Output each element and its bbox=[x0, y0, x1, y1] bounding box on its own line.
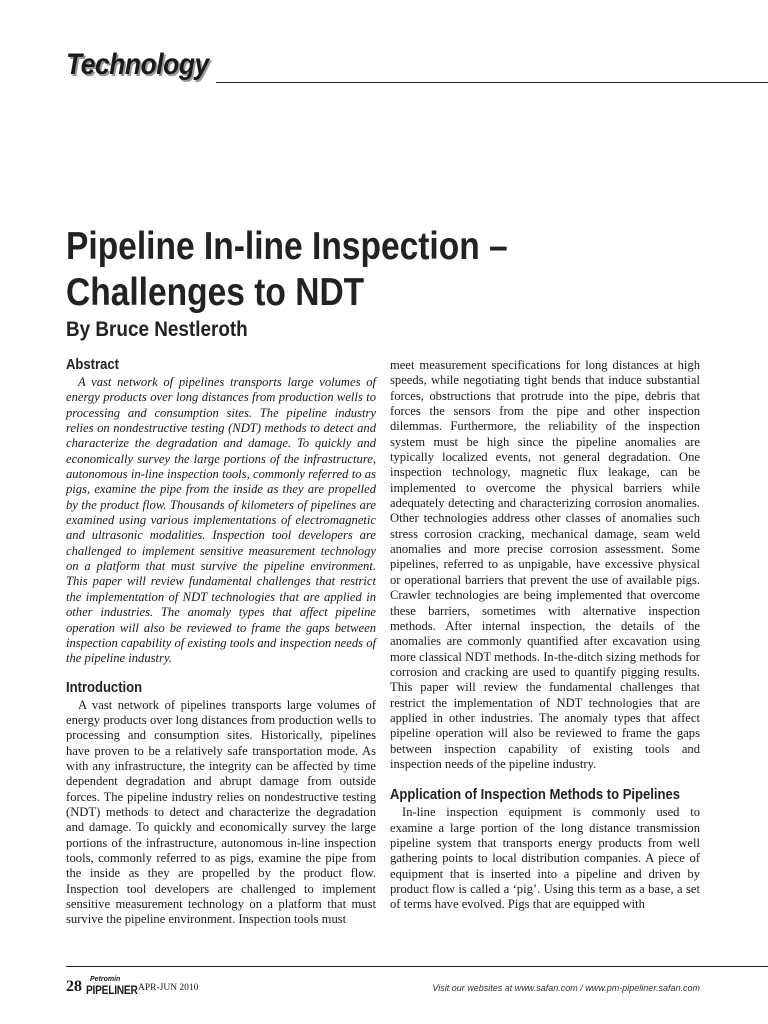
issue-date: APR-JUN 2010 bbox=[138, 983, 199, 993]
page-number: 28 bbox=[66, 978, 82, 995]
application-heading: Application of Inspection Methods to Pipelines bbox=[390, 787, 681, 804]
publication-logo bbox=[86, 976, 138, 998]
title-line-2: Challenges to NDT bbox=[66, 271, 365, 314]
article-title bbox=[66, 224, 651, 316]
logo-top-text: Petromin bbox=[90, 976, 121, 983]
abstract-text: A vast network of pipelines transports large volumes of energy products over long distances from production wells to processing and consumption sites. The pipeline industry relies on nondestructive testing (NDT) methods to detect and characterize the degradation and damage. To quickly and economically survey the large portions of the infrastructure, autonomous in-line inspection tools, commonly referred to as pigs, examine the pipe from the inside as they are propelled by the product flow. Thousands of kilometers of pipelines are examined using various implementations of electromagnetic and ultrasonic modalities. Inspection tool developers are challenged to implement sensitive measurement technology on a platform that must survive the pipeline environment. This paper will review fundamental challenges that restrict the implementation of NDT technologies that are applied in other industries. The anomaly types that affect pipeline operation will also be reviewed to frame the gaps between inspection capability of existing tools and inspection needs of the pipeline industry. bbox=[66, 375, 376, 666]
introduction-continued-text: meet measurement specifications for long distances at high speeds, while negotiating tight bends that induce substantial forces, obstructions that protrude into the pipe, debris that forces the sensors from the pipe and other inspection dilemmas. Furthermore, the reliability of the inspection system must be high since the pipeline anomalies are typically localized events, not general degradation. One inspection technology, magnetic flux leakage, can be implemented to overcome the physical barriers while adequately detecting and characterizing corrosion anomalies. Other technologies address other classes of anomalies such stress corrosion cracking, mechanical damage, seam weld anomalies and more precise corrosion assessment. Some pipelines, referred to as unpigable, have excessive physical or operational barriers that prevent the use of available pigs. Crawler technologies are being implemented that overcome these barriers, sometimes with alternative inspection methods. After internal inspection, the details of the anomalies are commonly quantified after excavation using more classical NDT methods. In-the-ditch sizing methods for corrosion and cracking are used to quantify pigging results. This paper will review the fundamental challenges that restrict the implementation of NDT technologies that are applied in other industries. The anomaly types that affect pipeline operation will also be reviewed to frame the gaps between inspection capability of existing tools and inspection needs of the pipeline industry. bbox=[390, 358, 700, 771]
section-label: Technology bbox=[66, 48, 209, 81]
footer-websites: Visit our websites at www.safan.com / www.pm-pipeliner.safan.com bbox=[432, 983, 700, 993]
right-column bbox=[390, 358, 700, 913]
introduction-heading: Introduction bbox=[66, 679, 143, 696]
title-line-1: Pipeline In-line Inspection – bbox=[66, 225, 508, 268]
left-column bbox=[66, 358, 376, 928]
byline: By Bruce Nestleroth bbox=[66, 318, 248, 341]
introduction-text: A vast network of pipelines transports large volumes of energy products over long distances from production wells to processing and consumption sites. Historically, pipelines have proven to be a relatively safe transportation mode. As with any infrastructure, the integrity can be affected by time dependent degradation and abrupt damage from outside forces. The pipeline industry relies on nondestructive testing (NDT) methods to detect and characterize the degradation and damage. To quickly and economically survey the large portions of the infrastructure, autonomous in-line inspection tools, commonly referred to as pigs, examine the pipe from the inside as they are propelled by the product flow. Inspection tool developers are challenged to implement sensitive measurement technology on a platform that must survive the pipeline environment. Inspection tools must bbox=[66, 697, 376, 927]
header-rule bbox=[216, 82, 768, 83]
logo-bottom-text: PIPELINER bbox=[86, 983, 138, 997]
footer-rule bbox=[66, 966, 768, 967]
abstract-heading: Abstract bbox=[66, 357, 119, 373]
application-text: In-line inspection equipment is commonly used to examine a large portion of the long distance transmission pipeline system that transports energy products from well gathering points to local distribution companies. A piece of equipment that is inserted into a pipeline and driven by product flow is called a ‘pig’. Using this term as a base, a set of terms have evolved. Pigs that are equipped with bbox=[390, 805, 700, 912]
